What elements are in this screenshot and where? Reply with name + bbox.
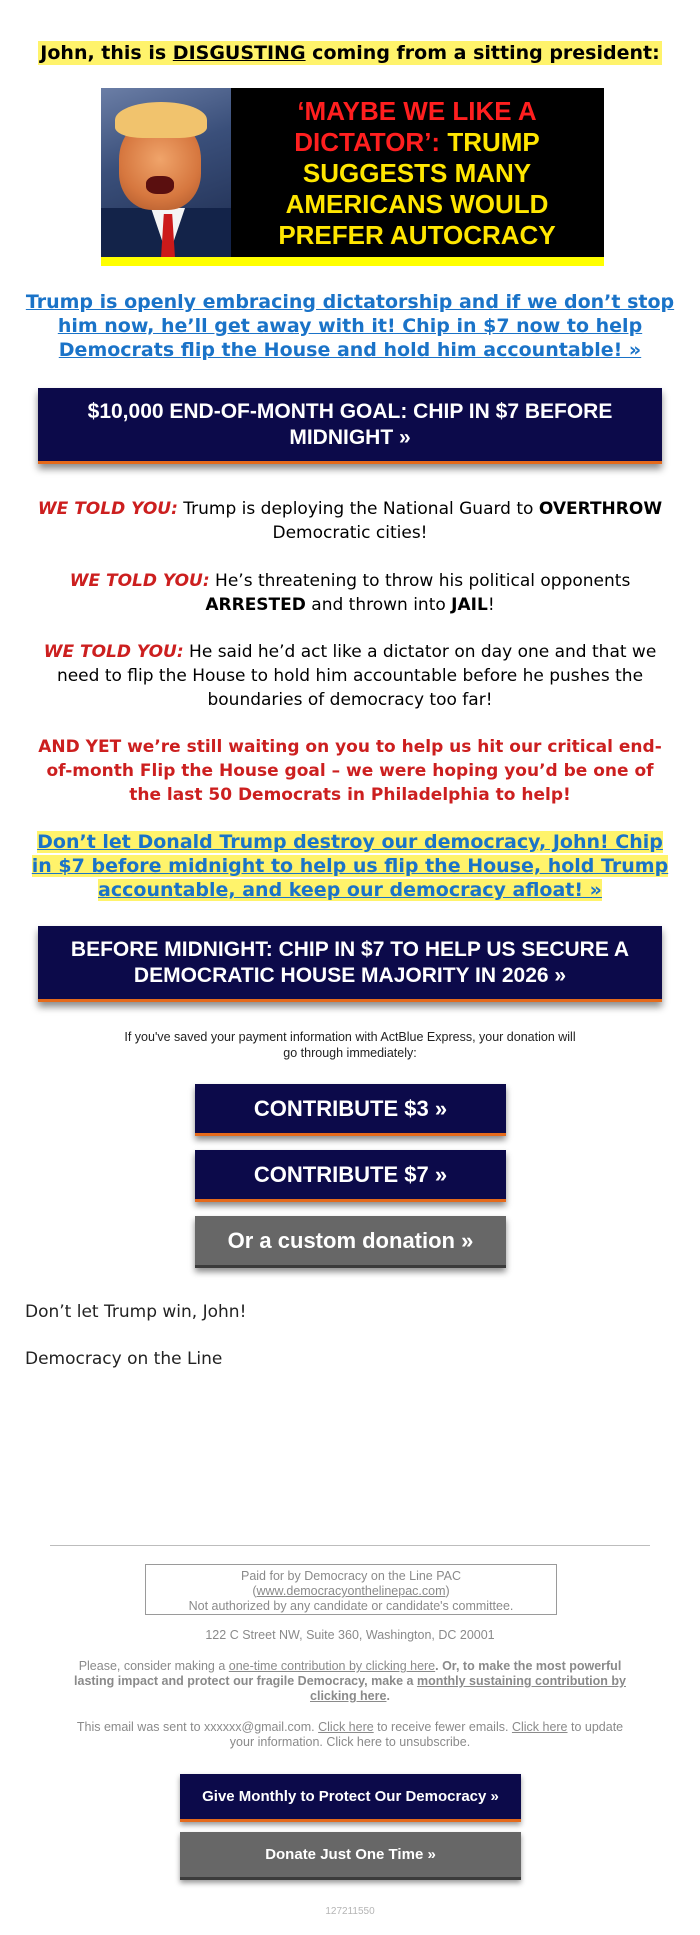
donate-link-1[interactable]: Trump is openly embracing dictatorship and if we don’t stop him now, he’ll get away with it! Chip in $7 now to help Democrats flip the House and hold him accountable! » [25, 291, 675, 361]
told-text: He said he’d act like a dictator on day one and that we need to flip the House to hold him accountable before he pushes the boundaries of democracy too far! [56, 642, 657, 710]
told-text: and thrown into [305, 595, 452, 615]
paid-for-box: Paid for by Democracy on the Line PAC (www.democracyonthelinepac.com) Not authorized by any candidate or candidate's committee. [145, 1564, 557, 1615]
told-text: ! [487, 595, 495, 615]
contribute-7-button[interactable]: CONTRIBUTE $7 » [195, 1150, 506, 1202]
headline-suffix: coming from a sitting president: [305, 42, 660, 64]
footer-divider [50, 1545, 650, 1546]
told-you-3 [35, 640, 665, 712]
signature: Democracy on the Line [25, 1349, 223, 1369]
told-bold: ARRESTED [205, 595, 306, 615]
paid-by: Paid for by Democracy on the Line PAC [240, 1569, 461, 1583]
address: 122 C Street NW, Suite 360, Washington, DC 20001 [205, 1628, 495, 1642]
sent-to-paragraph [65, 1720, 635, 1750]
told-text: Democratic cities! [272, 523, 428, 543]
signoff-line: Don’t let Trump win, John! [25, 1302, 247, 1322]
donate-link-2[interactable] [25, 830, 675, 902]
told-you-2 [35, 569, 665, 617]
donate-once-button[interactable]: Donate Just One Time » [180, 1832, 521, 1880]
told-lead: WE TOLD YOU: [69, 571, 210, 591]
monthly-link[interactable]: monthly sustaining contribution by clicking here [310, 1674, 626, 1703]
hero-quote: ‘MAYBE WE LIKE A DICTATOR’: [294, 96, 537, 157]
majority-donate-button[interactable]: BEFORE MIDNIGHT: CHIP IN $7 TO HELP US SECURE A DEMOCRATIC HOUSE MAJORITY IN 2026 » [38, 926, 662, 1002]
told-text: Trump is deploying the National Guard to [177, 499, 539, 519]
told-bold: OVERTHROW [538, 499, 663, 519]
and-yet-paragraph: AND YET we’re still waiting on you to help us hit our critical end-of-month Flip the House goal – we were hoping you’d be one of the last 50 Democrats in Philadelphia to help! [38, 737, 662, 805]
sent-text: This email was sent to xxxxxx@gmail.com. [76, 1720, 319, 1734]
hero-image[interactable] [101, 88, 604, 266]
trump-photo [101, 88, 231, 257]
told-text: He’s threatening to throw his political opponents [209, 571, 631, 591]
told-lead: WE TOLD YOU: [43, 642, 184, 662]
update-info-link[interactable]: Click here [511, 1720, 568, 1734]
contribute-3-button[interactable]: CONTRIBUTE $3 » [195, 1084, 506, 1136]
fewer-emails-link[interactable]: Click here [318, 1720, 374, 1734]
hero-headline [236, 96, 598, 251]
headline [0, 42, 700, 64]
told-lead: WE TOLD YOU: [37, 499, 178, 519]
hero-rest: TRUMP SUGGESTS MANY AMERICANS WOULD PREFER AUTOCRACY [278, 127, 556, 250]
consider-text: Please, consider making a [78, 1659, 229, 1673]
headline-emphasis: DISGUSTING [172, 42, 306, 64]
consider-text: . [386, 1689, 390, 1703]
sent-text: to receive fewer emails. [373, 1720, 512, 1734]
told-you-1 [35, 497, 665, 545]
one-time-link[interactable]: one-time contribution by clicking here [228, 1659, 436, 1673]
headline-prefix: John, this is [40, 42, 173, 64]
not-authorized: Not authorized by any candidate or candidate's committee. [188, 1599, 514, 1613]
consider-text: . Or, to make the most powerful lasting impact and protect our fragile Democracy, make a [74, 1659, 622, 1688]
goal-donate-button[interactable]: $10,000 END-OF-MONTH GOAL: CHIP IN $7 BEFORE MIDNIGHT » [38, 388, 662, 464]
donate-link-2-text[interactable]: Don’t let Donald Trump destroy our democracy, John! Chip in $7 before midnight to help us flip the House, hold Trump accountable, and keep our democracy afloat! » [31, 831, 669, 901]
give-monthly-button[interactable]: Give Monthly to Protect Our Democracy » [180, 1774, 521, 1822]
express-note: If you've saved your payment information with ActBlue Express, your donation will go through immediately: [124, 1030, 576, 1060]
pac-website-link[interactable]: www.democracyonthelinepac.com [256, 1584, 446, 1598]
consider-paragraph [65, 1659, 635, 1704]
custom-donation-button[interactable]: Or a custom donation » [195, 1216, 506, 1268]
sent-text: to update your information. Click here to unsubscribe. [229, 1720, 624, 1749]
email-id: 127211550 [325, 1906, 375, 1917]
told-bold: JAIL [451, 595, 488, 615]
